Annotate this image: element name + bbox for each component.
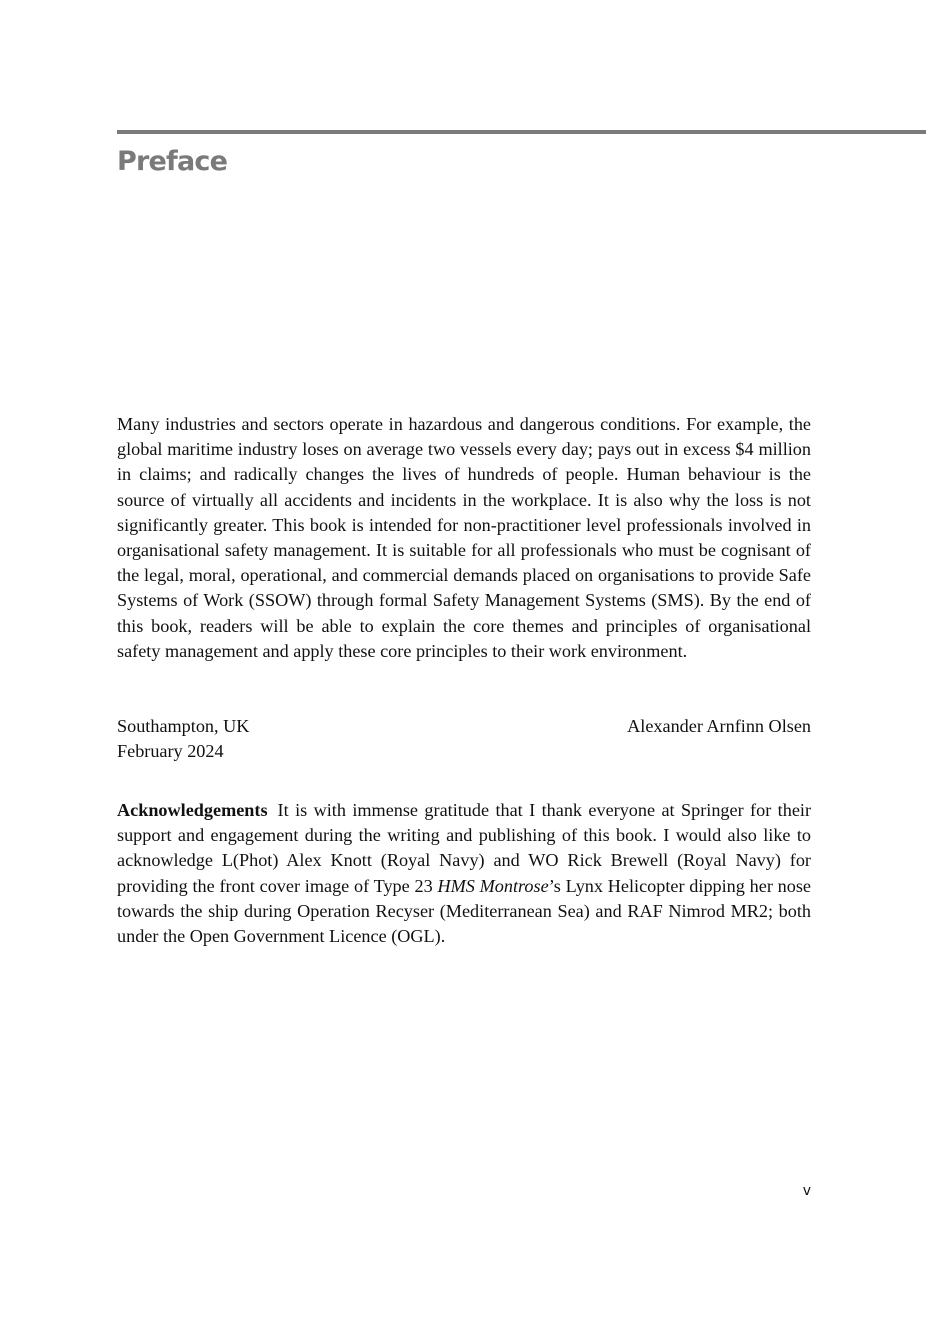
preface-paragraph: Many industries and sectors operate in hazardous and dangerous conditions. For example, the global maritime industry loses on average two vessels every day; pays out in excess $4 million in claims; and radically changes the lives of hundreds of people. Human behaviour is the source of virtually all accidents and incidents in the workplace. It is also why the loss is not significantly greater. This book is intended for non-practitioner level professionals involved in organisational safety management. It is suitable for all professionals who must be cognisant of the legal, moral, operational, and commercial demands placed on organisations to provide Safe Systems of Work (SSOW) through formal Safety Management Systems (SMS). By the end of this book, readers will be able to explain the core themes and principles of organisational safety management and apply these core principles to their work environment. <box>117 414 811 661</box>
chapter-title: Preface <box>117 146 228 177</box>
signature-place: Southampton, UK <box>117 716 250 736</box>
signature-author: Alexander Arnfinn Olsen <box>627 716 811 736</box>
ship-name: HMS Montrose <box>437 875 549 896</box>
signature-block <box>117 714 811 764</box>
page-number: v <box>802 1183 811 1199</box>
chapter-heading-rule <box>117 130 926 134</box>
acknowledgements-paragraph <box>117 798 811 949</box>
acknowledgements-text-start: It is with immense gratitude that I thank everyone at Springer for their support and engagement during the writing and publishing of this book. I would also like to acknowledge L(Phot) Alex Knott (Royal Navy) and WO Rick Brewell (Royal Navy) for providing the front cover image of Type 23 <box>117 800 811 896</box>
acknowledgements-title: Acknowledgements <box>117 800 268 820</box>
signature-date: February 2024 <box>117 741 224 762</box>
acknowledgements-text-end: ’s Lynx Helicopter dipping her nose towards the ship during Operation Recyser (Mediterranean Sea) and RAF Nimrod MR2; both under the Open Government Licence (OGL). <box>117 875 811 947</box>
